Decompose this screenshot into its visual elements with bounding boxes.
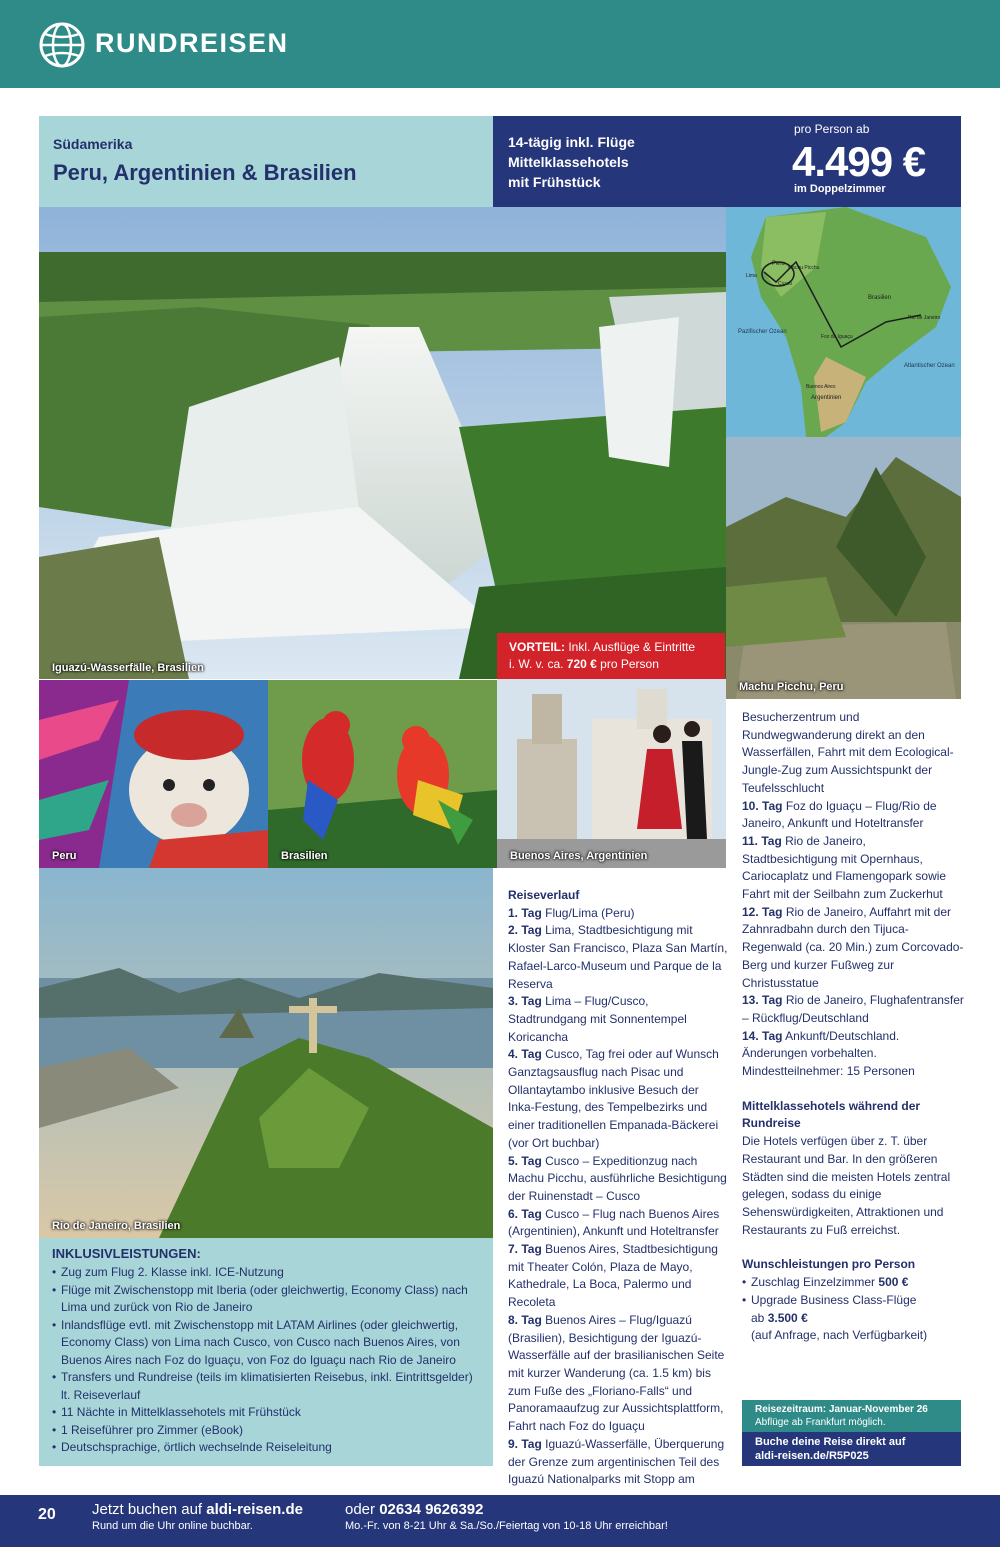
photo-caption: Peru [52,850,77,862]
trip-title-box [39,116,493,207]
route-map [726,207,961,437]
day-text: Iguazú-Wasserfälle, Überquerung der Grenze zum argentinischen Teil des Iguazú Nationalparks mit Stopp am [508,1436,725,1487]
booking-link-box[interactable] [742,1432,961,1466]
map-label: Lima [746,273,757,279]
hotels-title: Mittelklassehotels während der Rundreise [742,1098,921,1131]
wunsch-price: 3.500 € [767,1310,808,1325]
brasilien-photo [268,680,497,868]
booking-text: Buche deine Reise direkt auf [755,1436,906,1448]
mountain-illustration [726,437,961,699]
itinerary-day [742,904,964,993]
photo-caption: Brasilien [281,850,328,862]
day-text: Buenos Aires, Stadtbesichtigung mit Theater Colón, Plaza de Mayo, Kathedrale, La Boca, Palermo und Recoleta [508,1242,718,1310]
wunsch-text: Upgrade Business Class-Flüge [751,1292,917,1307]
south-america-map [726,207,961,437]
trip-title: Peru, Argentinien & Brasilien [53,160,357,185]
rio-photo [39,868,493,1238]
itinerary-note: Änderungen vorbehalten. [742,1046,877,1061]
inklusiv-list [52,1264,483,1457]
price-sub: im Doppelzimmer [794,183,886,195]
day-label: 10. Tag [742,798,783,813]
parrot-illustration [268,680,497,868]
day-label: 11. Tag [742,833,782,848]
day-text: Lima – Flug/Cusco, Stadtrundgang mit Sonnentempel Koricancha [508,994,687,1044]
itinerary-column-2 [742,709,964,1345]
map-label: Brasilien [868,295,892,301]
trip-region: Südamerika [53,136,133,152]
map-label: Cusco [778,281,793,287]
list-item: • Inlandsflüge evtl. mit Zwischenstopp mit LATAM Airlines (oder gleichwertig, Economy Class) von Lima nach Cusco, von Cusco nach Buenos Aires, von Buenos Aires nach Foz do Iguaçu, von Foz do Iguaçu nach Rio de Janeiro [52,1317,483,1370]
list-item: • Zug zum Flug 2. Klasse inkl. ICE-Nutzung [52,1264,483,1282]
day-text: Foz do Iguaçu – Flug/Rio de Janeiro, Ankunft und Hoteltransfer [742,798,937,831]
tango-illustration [497,679,726,868]
lamb-illustration [39,680,268,868]
day-label: 2. Tag [508,923,542,938]
itinerary-day [742,992,964,1027]
map-label: Machu Picchu [788,265,820,271]
footer-booking [92,1501,303,1518]
itinerary-day [508,922,728,993]
inklusiv-title: INKLUSIVLEISTUNGEN: [52,1246,201,1261]
travel-period-box [742,1400,961,1432]
wunsch-list [742,1274,964,1345]
page-number: 20 [38,1506,56,1523]
list-item: • Flüge mit Zwischenstopp mit Iberia (oder gleichwertig, Economy Class) nach Lima und zurück von Rio de Janeiro [52,1282,483,1317]
wunsch-price: 500 € [878,1275,909,1290]
day-label: 9. Tag [508,1436,542,1451]
map-label: Buenos Aires [806,384,836,390]
day-label: 5. Tag [508,1153,542,1168]
buenos-aires-photo [497,679,726,868]
day-text: Rio de Janeiro, Auffahrt mit der Zahnradbahn durch den Tijuca-Regenwald (ca. 20 Min.) zum Corcovado-Berg und kurzer Fußweg zur Christusstatue [742,904,964,990]
day-text: Rio de Janeiro, Stadtbesichtigung mit Opernhaus, Cariocaplatz und Flamengopark sowie Fahrt mit der Seilbahn zum Zuckerhut [742,833,947,902]
section-title: RUNDREISEN [95,28,289,58]
duration-line: mit Frühstück [508,174,601,190]
footer-booking-sub: Rund um die Uhr online buchbar. [92,1520,253,1532]
itinerary-day [508,1153,728,1206]
photo-caption: Iguazú-Wasserfälle, Brasilien [52,662,204,674]
day-label: 4. Tag [508,1047,542,1062]
travel-period: Reisezeitraum: Januar-November 26 [755,1404,928,1415]
vorteil-text: Inkl. Ausflüge & Eintritte [568,640,696,654]
vorteil-text: pro Person [600,657,659,671]
map-label: Foz do Iguaçu [821,334,853,340]
day-text: Lima, Stadtbesichtigung mit Kloster San Francisco, Plaza San Martín, Rafael-Larco-Museum und Parque de la Reserva [508,923,728,991]
itinerary-note: Mindestteilnehmer: 15 Personen [742,1064,915,1079]
day-text: Flug/Lima (Peru) [545,905,635,920]
booking-url[interactable]: aldi-reisen.de/R5P025 [755,1450,869,1462]
footer-text: Jetzt buchen auf [92,1501,203,1518]
itinerary-day [742,1028,964,1046]
peru-photo [39,680,268,868]
day-label: 6. Tag [508,1206,542,1221]
list-item: • Deutschsprachige, örtlich wechselnde Reiseleitung [52,1439,483,1457]
itinerary-day [508,1241,728,1312]
rio-illustration [39,868,493,1238]
itinerary-day [508,1046,728,1152]
duration-line: Mittelklassehotels [508,154,629,170]
map-label: Pazifischer Ozean [738,329,787,335]
vorteil-text: i. W. v. ca. [509,657,564,671]
map-label: Rio de Janeiro [908,315,941,321]
vorteil-label: VORTEIL: [509,640,565,654]
page-header [0,0,1000,88]
vorteil-value: 720 € [566,657,597,671]
vorteil-badge [497,633,725,679]
machu-picchu-photo [726,437,961,699]
day-label: 8. Tag [508,1312,542,1327]
wunsch-text: ab [751,1310,765,1325]
itinerary-continuation: Besucherzentrum und Rundwegwanderung direkt an den Wasserfällen, Fahrt mit dem Ecological-Jungle-Zug zum Aussichtspunkt der Teufelsschlucht [742,710,954,795]
price-box [726,116,961,207]
day-text: Cusco, Tag frei oder auf Wunsch Ganztagsausflug nach Pisac und Ollantaytambo inklusive Besuch der Inka-Festung, des Tempelbezirks und einer traditionellen Empanada-Bäckerei (vor Ort buchbar) [508,1047,719,1150]
photo-caption: Machu Picchu, Peru [739,681,844,693]
iguazu-falls-photo [39,207,726,679]
itinerary-day [508,993,728,1046]
day-text: Cusco – Expeditionzug nach Machu Picchu, ausführliche Besichtigung der Ruinenstadt – Cusco [508,1153,727,1203]
hotels-text: Die Hotels verfügen über z. T. über Restaurant und Bar. In den größeren Städten sind die meisten Hotels zentral gelegen, sodass du einige Sehenswürdigkeiten, Attraktionen und Restaurants zu Fuß erreichst. [742,1134,951,1237]
day-label: 3. Tag [508,994,542,1009]
day-text: Buenos Aires – Flug/Iguazú (Brasilien), Besichtigung der Iguazú-Wasserfälle auf der brasilianischen Seite mit kurzer Wanderung (ca. 1.5 km) bis zum Fuße des „Floriano-Falls“ und Panoramaaufzug zur Aussichtsplattform, Fahrt nach Foz do Iguaçu [508,1312,725,1434]
day-label: 13. Tag [742,993,783,1008]
map-label: Peru [772,261,785,267]
itinerary-day [742,833,964,904]
photo-caption: Rio de Janeiro, Brasilien [52,1220,181,1232]
price-value: 4.499 € [792,138,926,185]
day-label: 7. Tag [508,1242,542,1257]
day-text: Rio de Janeiro, Flughafentransfer – Rückflug/Deutschland [742,993,964,1025]
waterfall-illustration [39,207,726,679]
list-item [742,1292,964,1345]
page-footer [0,1495,1000,1547]
wunsch-title: Wunschleistungen pro Person [742,1257,916,1272]
day-label: 14. Tag [742,1028,783,1043]
globe-icon [38,21,86,69]
footer-website-link[interactable]: aldi-reisen.de [206,1501,303,1518]
photo-caption: Buenos Aires, Argentinien [510,850,648,862]
departure-note: Abflüge ab Frankfurt möglich. [755,1417,886,1428]
itinerary-title: Reiseverlauf [508,888,580,902]
day-label: 12. Tag [742,904,783,919]
footer-phone [345,1501,483,1518]
day-text: Cusco – Flug nach Buenos Aires (Argentinien), Ankunft und Hoteltransfer [508,1206,720,1239]
wunsch-text: Zuschlag Einzelzimmer [751,1275,876,1290]
itinerary-day [742,798,964,833]
itinerary-day [508,1436,728,1489]
footer-phone-sub: Mo.-Fr. von 8-21 Uhr & Sa./So./Feiertag von 10-18 Uhr erreichbar! [345,1520,668,1532]
list-item: • Transfers und Rundreise (teils im klimatisierten Reisebus, inkl. Eintrittsgelder) lt. Reiseverlauf [52,1369,483,1404]
list-item: • 1 Reiseführer pro Zimmer (eBook) [52,1422,483,1440]
footer-phone-number[interactable]: 02634 9626392 [379,1501,484,1518]
duration-line: 14-tägig inkl. Flüge [508,134,635,150]
itinerary-day [508,905,728,923]
footer-text: oder [345,1501,376,1518]
list-item [742,1274,964,1292]
wunsch-note: (auf Anfrage, nach Verfügbarkeit) [751,1328,928,1343]
day-text: Ankunft/Deutschland. [785,1028,900,1043]
day-label: 1. Tag [508,905,542,920]
itinerary-day [508,1312,728,1436]
price-label: pro Person ab [794,122,870,136]
list-item: • 11 Nächte in Mittelklassehotels mit Frühstück [52,1404,483,1422]
itinerary-day [508,1206,728,1241]
map-label: Atlantischer Ozean [904,363,955,369]
trip-duration-box [493,116,726,207]
inklusivleistungen-box [39,1238,493,1466]
map-label: Argentinien [811,395,842,401]
itinerary-column-1 [508,887,728,1489]
